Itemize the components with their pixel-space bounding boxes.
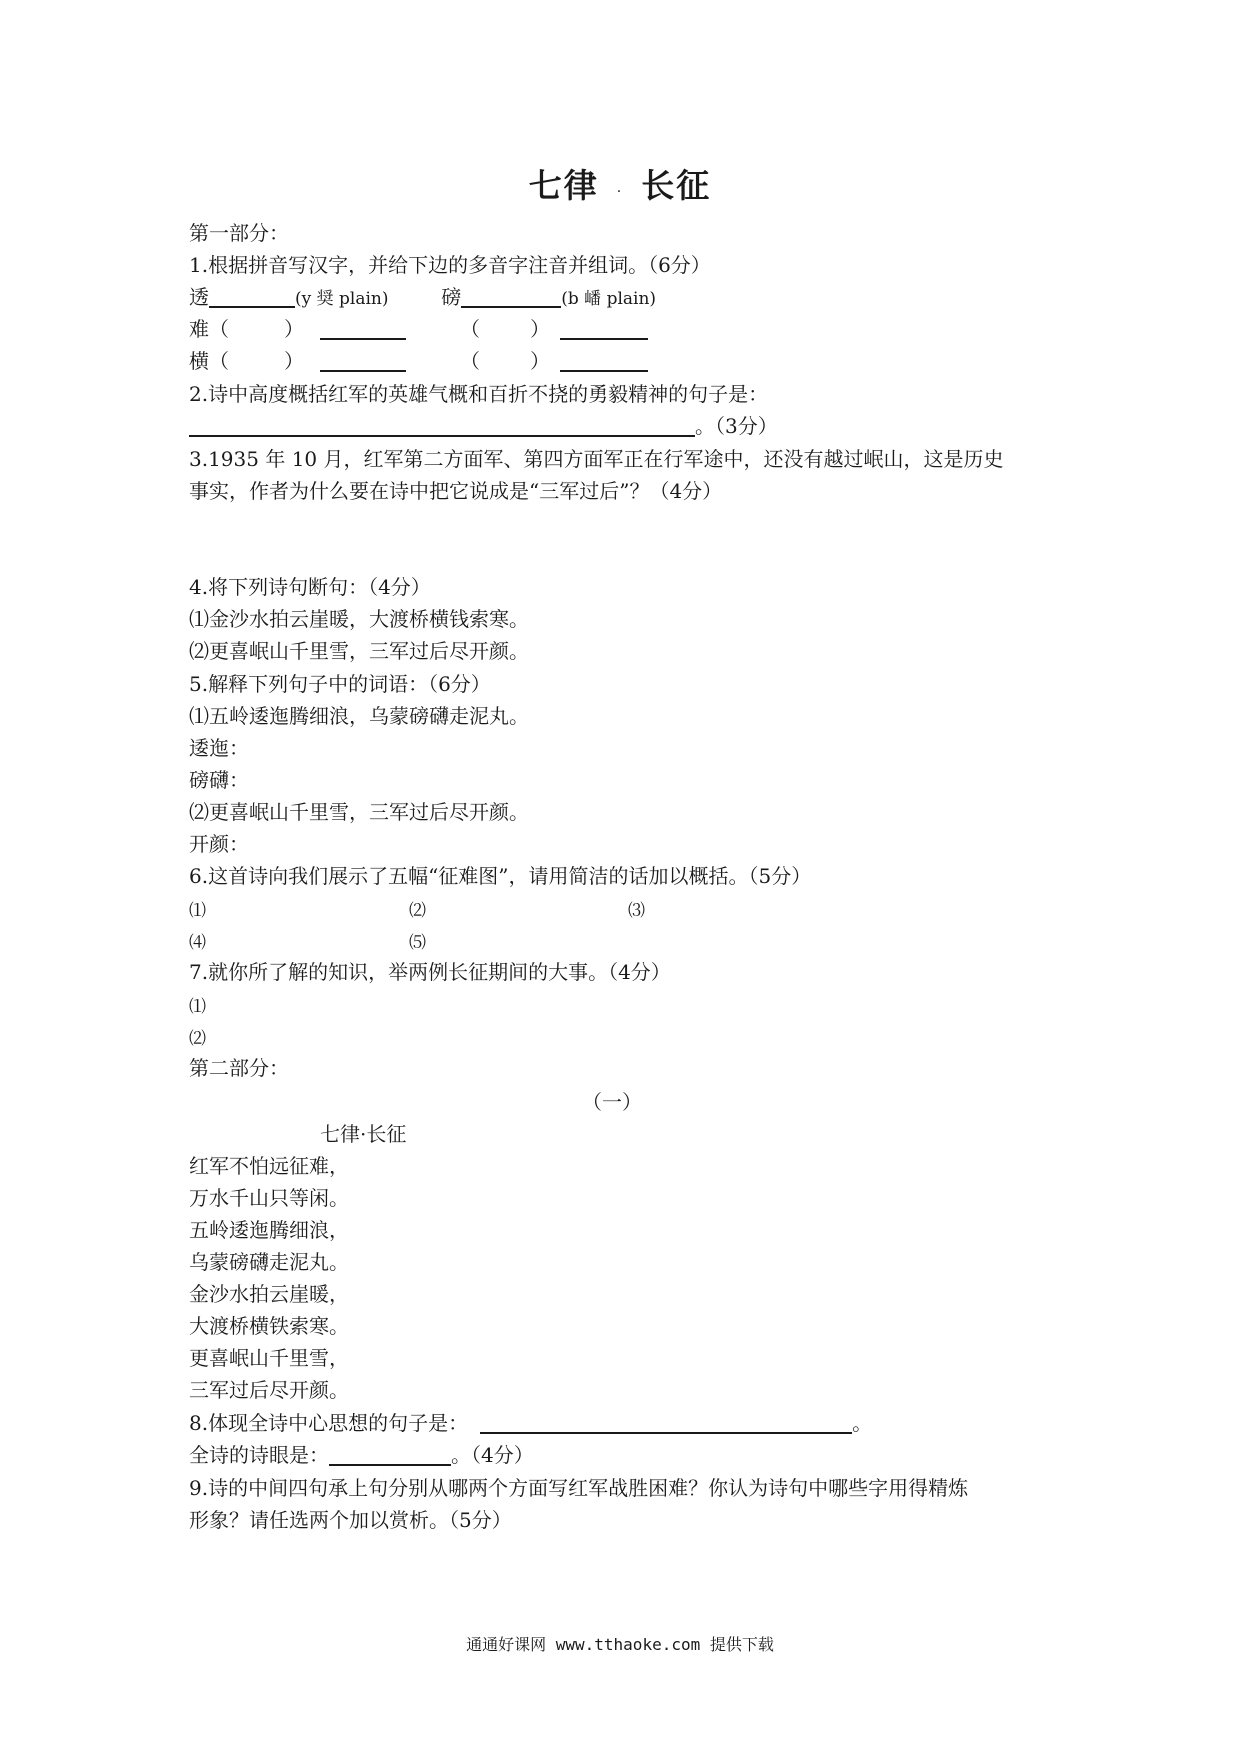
- q5-word-2: 磅礴：: [189, 768, 249, 792]
- part2-heading: 第二部分：: [189, 1056, 289, 1080]
- q9-line1: 9.诗的中间四句承上句分别从哪两个方面写红军战胜困难？你认为诗句中哪些字用得精炼: [189, 1476, 969, 1500]
- polyphone1-blank-b[interactable]: [560, 318, 648, 340]
- section-number: （一）: [582, 1090, 642, 1114]
- q8-answer-blank[interactable]: [480, 1412, 852, 1434]
- footer-credit: 通通好课网 www.tthaoke.com 提供下载: [466, 1635, 774, 1654]
- poem-line: 五岭逶迤腾细浪，: [189, 1218, 349, 1242]
- q6-index-5: ⑸: [409, 933, 426, 953]
- polyphone1-blank-a[interactable]: [320, 318, 406, 340]
- polyphone1-open: 难（: [189, 317, 229, 341]
- q8-tail-2: 。（4分）: [451, 1443, 534, 1467]
- q7-index-2: ⑵: [189, 1029, 206, 1049]
- q8-poem-eye-label: 全诗的诗眼是：: [189, 1443, 329, 1467]
- paren-close: ）: [530, 317, 550, 341]
- q8-text: 8.体现全诗中心思想的句子是：: [189, 1411, 469, 1435]
- title-left: 七律: [528, 166, 599, 205]
- poem-line: 三军过后尽开颜。: [189, 1378, 349, 1402]
- q1-word1-blank[interactable]: [209, 286, 295, 308]
- q1-word1-char: 透: [189, 285, 209, 309]
- q1-word2-pinyin: (b 嶓 plain): [561, 289, 657, 309]
- polyphone2-open: 横（: [189, 349, 229, 373]
- q1-polyphone-row-1: [189, 315, 648, 343]
- polyphone2-blank-a[interactable]: [320, 350, 406, 372]
- q8-row-1: [189, 1409, 872, 1437]
- polyphone2-blank-b[interactable]: [560, 350, 648, 372]
- q5-item-2: ⑵更喜岷山千里雪，三军过后尽开颜。: [189, 800, 529, 824]
- q8-poem-eye-blank[interactable]: [329, 1444, 451, 1466]
- paren-open: （: [460, 317, 480, 341]
- q5-word-1: 逶迤：: [189, 736, 249, 760]
- q2-answer-row: [189, 412, 778, 440]
- q1-pinyin-row: [189, 283, 656, 313]
- q4-text: 4.将下列诗句断句：（4分）: [189, 575, 431, 599]
- q1-word2-char: 磅: [441, 285, 462, 309]
- q1-word2-blank[interactable]: [461, 286, 561, 308]
- poem-line: 大渡桥横铁索寒。: [189, 1314, 349, 1338]
- q8-row-2: [189, 1441, 534, 1469]
- q1-text: 1.根据拼音写汉字，并给下边的多音字注音并组词。（6分）: [189, 253, 711, 277]
- poem-line: 万水千山只等闲。: [189, 1186, 349, 1210]
- poem-title: 七律·长征: [320, 1122, 407, 1146]
- q1-polyphone-row-2: [189, 347, 648, 375]
- poem-line: 更喜岷山千里雪，: [189, 1346, 349, 1370]
- poem-line: 金沙水拍云崖暖，: [189, 1282, 349, 1306]
- q6-index-2: ⑵: [409, 901, 426, 921]
- q2-text: 2.诗中高度概括红军的英雄气概和百折不挠的勇毅精神的句子是：: [189, 382, 769, 406]
- q5-text: 5.解释下列句子中的词语：（6分）: [189, 672, 491, 696]
- title-right: 长征: [641, 166, 712, 205]
- q6-text: 6.这首诗向我们展示了五幅“征难图”，请用简洁的话加以概括。（5分）: [189, 864, 812, 888]
- paren-open: （: [460, 349, 480, 373]
- q2-tail: 。（3分）: [695, 414, 778, 438]
- q6-index-3: ⑶: [628, 901, 645, 921]
- poem-line: 乌蒙磅礴走泥丸。: [189, 1250, 349, 1274]
- q6-index-1: ⑴: [189, 901, 206, 921]
- q1-word1-pinyin: (y 奨 plain): [295, 289, 389, 309]
- q8-tail: 。: [852, 1411, 873, 1435]
- q4-item-2: ⑵更喜岷山千里雪，三军过后尽开颜。: [189, 639, 529, 663]
- q5-word-3: 开颜：: [189, 832, 249, 856]
- q2-answer-blank[interactable]: [189, 415, 695, 437]
- title-dot: .: [616, 179, 624, 196]
- paren-close: ）: [530, 349, 550, 373]
- q3-line1: 3.1935 年 10 月，红军第二方面军、第四方面军正在行军途中，还没有越过岷山，这是历史: [189, 447, 1004, 471]
- q5-item-1: ⑴五岭逶迤腾细浪，乌蒙磅礴走泥丸。: [189, 704, 529, 728]
- q4-item-1: ⑴金沙水拍云崖暖，大渡桥横钱索寒。: [189, 607, 529, 631]
- paren-close: ）: [284, 349, 304, 373]
- q7-index-1: ⑴: [189, 997, 206, 1017]
- q7-text: 7.就你所了解的知识，举两例长征期间的大事。（4分）: [189, 960, 671, 984]
- part1-heading: 第一部分：: [189, 221, 289, 245]
- q9-line2: 形象？请任选两个加以赏析。（5分）: [189, 1508, 512, 1532]
- poem-line: 红军不怕远征难，: [189, 1154, 349, 1178]
- page-title: [0, 160, 1240, 207]
- q6-index-4: ⑷: [189, 933, 206, 953]
- q3-line2: 事实，作者为什么要在诗中把它说成是“三军过后”？（4分）: [189, 479, 723, 503]
- paren-close: ）: [284, 317, 304, 341]
